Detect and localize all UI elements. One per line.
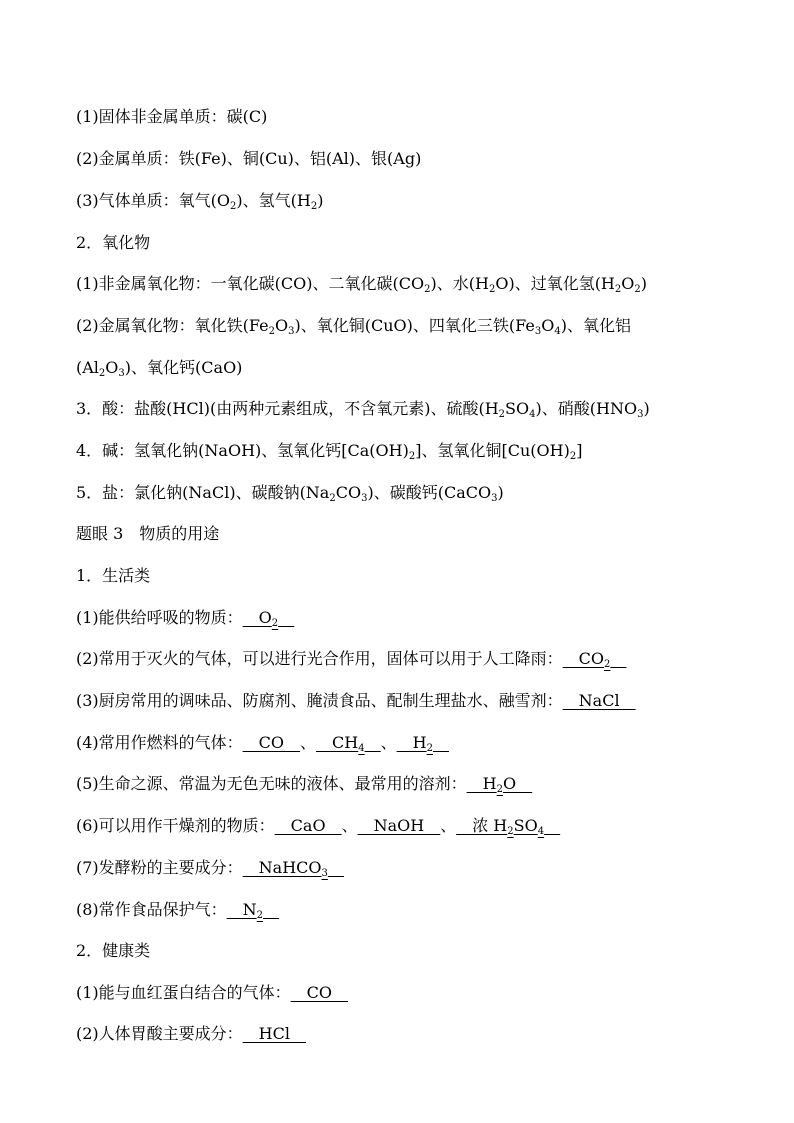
text-segment: (1)非金属氧化物：一氧化碳(CO)、二氧化碳(CO [76,274,425,293]
text-segment: )、氧化铜(CuO)、四氧化三铁(Fe [294,316,535,335]
subscript: 2 [424,284,431,295]
text-segment: ) [643,399,650,418]
text-line [76,690,636,712]
text-segment: )、水(H [430,274,489,293]
answer-text: __CO__ [290,983,349,1002]
subscript: 4 [554,326,561,337]
answer-text: __ [263,900,280,919]
answer-text: __CO__ [242,733,301,752]
subscript: 2 [614,284,622,295]
text-segment: 5．盐：氯化钠(NaCl)、碳酸钠(Na [76,483,330,502]
subscript: 2 [408,451,416,462]
text-line [76,398,650,420]
answer-text: __ [364,733,381,752]
text-line [76,482,504,504]
subscript: 2 [98,368,106,379]
text-line [76,815,560,837]
subscript: 3 [637,409,644,420]
subscript: 2 [310,201,318,212]
answer-text: SO [513,816,538,835]
answer-text: 2 [496,784,503,795]
text-segment: )、氧化铝 [560,316,631,335]
text-segment: 、 [440,816,457,835]
text-segment: (5)生命之源、常温为无色无味的液体、最常用的溶剂： [76,774,467,793]
subscript: 3 [118,368,125,379]
text-segment: )、碳酸钙(CaCO [367,483,492,502]
answer-text: __H [466,774,497,793]
answer-text: __ [610,649,627,668]
text-line [76,106,267,128]
text-segment: 题眼 3 物质的用途 [76,524,220,543]
text-line [76,940,150,962]
text-segment: 、 [341,816,358,835]
text-segment: (1)固体非金属单质：碳(C) [76,107,268,126]
text-segment: (1)能与血红蛋白结合的气体： [76,983,291,1002]
text-segment: (2)人体胃酸主要成分： [76,1024,243,1043]
text-segment: ) [640,274,648,293]
subscript: 2 [634,284,641,295]
answer-text: __CO [562,649,605,668]
text-segment: )、硝酸(HNO [535,399,638,418]
answer-text: __CH [316,733,359,752]
text-line [76,148,421,170]
answer-text: __ [432,733,449,752]
answer-text: 2 [507,826,514,837]
answer-text: 3 [321,868,328,879]
answer-text: 2 [604,659,611,670]
text-segment: O [541,316,555,335]
text-line [76,773,532,795]
subscript: 3 [491,493,498,504]
text-segment: O)、过氧化氢(H [495,274,615,293]
text-segment: ] [576,441,583,460]
answer-text: 4 [537,826,545,837]
text-segment: (7)发酵粉的主要成分： [76,858,243,877]
text-segment: (4)常用作燃料的气体： [76,733,243,752]
text-line [76,648,626,670]
text-segment: (3)气体单质：氧气(O [76,191,231,210]
answer-text: O__ [503,774,533,793]
text-line [76,315,631,337]
text-segment: O [621,274,635,293]
text-segment: 、 [380,733,397,752]
subscript: 2 [230,201,237,212]
text-line [76,1023,306,1045]
answer-text: __NaOH__ [357,816,441,835]
answer-text: __O [242,608,272,627]
answer-text: __HCl__ [242,1024,306,1043]
text-line [76,232,150,254]
answer-text: __N [226,900,257,919]
text-line [76,982,348,1004]
text-segment: (3)厨房常用的调味品、防腐剂、腌渍食品、配制生理盐水、融雪剂： [76,691,563,710]
answer-text: 4 [358,743,365,754]
text-line [76,273,647,295]
text-segment: (6)可以用作干燥剂的物质： [76,816,275,835]
text-segment: (8)常作食品保护气： [76,900,227,919]
answer-text: __CaO__ [274,816,342,835]
text-segment: )、氧化钙(CaO) [124,358,243,377]
subscript: 2 [268,326,275,337]
text-line [76,857,344,879]
subscript: 3 [534,326,542,337]
text-segment: ]、氢氧化铜[Cu(OH) [415,441,570,460]
subscript: 2 [329,493,336,504]
text-line [76,523,219,545]
text-segment: (2)金属单质：铁(Fe)、铜(Cu)、铝(Al)、银(Ag) [76,149,422,168]
answer-text: __ [278,608,295,627]
subscript: 4 [529,409,536,420]
text-segment: 1．生活类 [76,566,151,585]
subscript: 2 [498,409,506,420]
text-segment: 2．健康类 [76,941,151,960]
text-segment: O [274,316,289,335]
text-line [76,440,582,462]
text-segment: SO [505,399,530,418]
answer-text: __NaCl__ [562,691,636,710]
text-segment: )、氢气(H [236,191,311,210]
answer-text: __ [327,858,344,877]
text-segment: ) [497,483,504,502]
text-line [76,190,323,212]
text-segment: O [105,358,119,377]
text-segment: 3．酸：盐酸(HCl)(由两种元素组成，不含氧元素)、硫酸(H [76,399,499,418]
answer-text: 2 [426,743,433,754]
answer-text: __ [544,816,561,835]
text-segment: (2)金属氧化物：氧化铁(Fe [76,316,269,335]
answer-text: __NaHCO [242,858,322,877]
subscript: 3 [288,326,295,337]
text-line [76,899,279,921]
text-segment: ) [317,191,324,210]
text-line [76,357,242,379]
subscript: 3 [361,493,368,504]
text-line [76,607,294,629]
answer-text: 2 [256,910,264,921]
subscript: 2 [488,284,496,295]
answer-text: 2 [271,618,279,629]
text-segment: 4．碱：氢氧化钠(NaOH)、氢氧化钙[Ca(OH) [76,441,409,460]
answer-text: __H [396,733,427,752]
text-segment: 、 [300,733,317,752]
text-segment: (2)常用于灭火的气体，可以进行光合作用，固体可以用于人工降雨： [76,649,563,668]
text-segment: CO [335,483,362,502]
answer-text: __浓 H [456,816,508,835]
text-line [76,732,449,754]
subscript: 2 [569,451,577,462]
text-segment: 2．氧化物 [76,233,151,252]
text-segment: (1)能供给呼吸的物质： [76,608,243,627]
text-segment: (Al [76,358,99,377]
text-line [76,565,150,587]
